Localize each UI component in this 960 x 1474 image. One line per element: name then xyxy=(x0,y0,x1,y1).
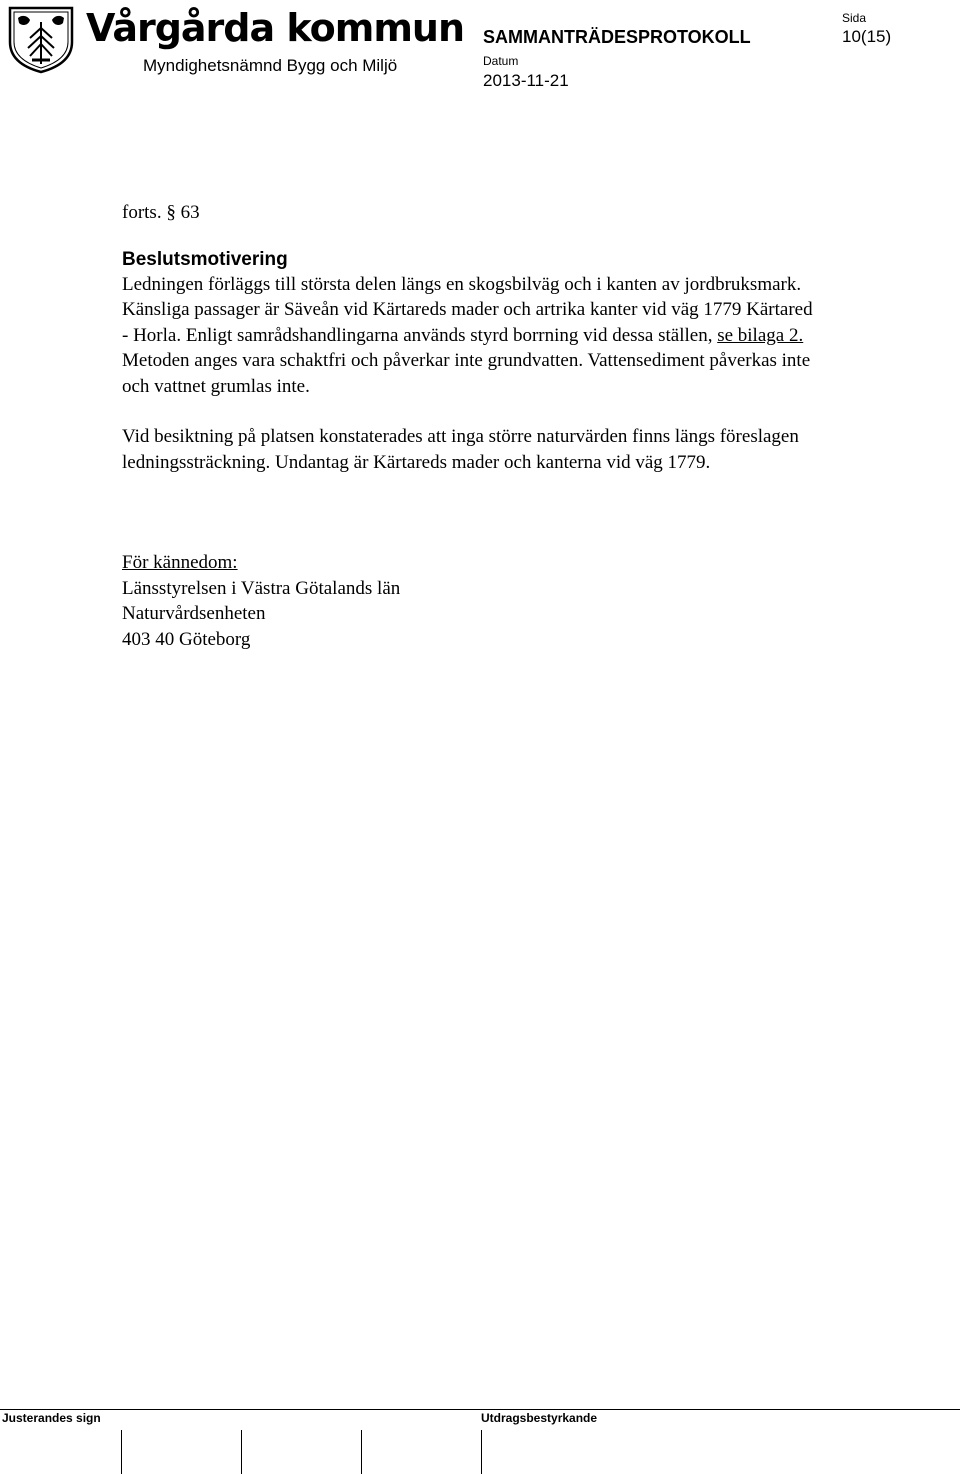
notice-recipient: Naturvårdsenheten xyxy=(122,603,266,624)
page-number: 10(15) xyxy=(842,27,892,46)
signature-box-divider xyxy=(481,1430,482,1474)
footer-divider xyxy=(0,1409,960,1410)
attachment-link[interactable]: se bilaga 2. xyxy=(717,324,804,346)
org-name: Vårgårda kommun xyxy=(86,6,465,50)
municipal-crest-icon xyxy=(6,4,76,74)
notice-heading xyxy=(122,550,822,576)
document-type: SAMMANTRÄDESPROTOKOLL xyxy=(483,27,751,47)
notice-heading-text: För kännedom: xyxy=(122,552,238,573)
signature-box-divider xyxy=(241,1430,242,1474)
paragraph-inspection: Vid besiktning på platsen konstaterades att inga större naturvärden finns längs föreslagen ledningssträckning. Undantag är Kärtareds mader och kanterna vid väg 1779. xyxy=(122,426,799,473)
section-heading: Beslutsmotivering xyxy=(122,248,288,270)
document-body xyxy=(122,200,822,652)
date-label: Datum xyxy=(483,54,519,68)
notice-recipient: Länsstyrelsen i Västra Götalands län xyxy=(122,577,401,599)
footer-utdrag-label: Utdragsbestyrkande xyxy=(481,1411,598,1425)
signature-box-divider xyxy=(361,1430,362,1474)
paragraph-text: Metoden anges vara schaktfri och påverkar inte grundvatten. Vattensediment påverkas inte och vattnet grumlas inte. xyxy=(122,350,811,397)
notice-recipient: 403 40 Göteborg xyxy=(122,628,251,650)
page-label: Sida xyxy=(842,11,867,25)
signature-box-divider xyxy=(121,1430,122,1474)
date-value: 2013-11-21 xyxy=(483,71,569,90)
section-reference: forts. § 63 xyxy=(122,202,200,223)
department-name: Myndighetsnämnd Bygg och Miljö xyxy=(143,56,398,75)
footer-justerandes-label: Justerandes sign xyxy=(2,1411,101,1425)
paragraph-motivation xyxy=(122,272,822,400)
paragraph-text: Ledningen förläggs till största delen längs en skogsbilväg och i kanten av jordbruksmark. Känsliga passager är Säveån vid Kärtareds mader och artrika kanter vid väg 1779 Kärtared - Horla. Enligt samrådshandlingarna används styrd borrning vid dessa ställen, xyxy=(122,273,813,346)
